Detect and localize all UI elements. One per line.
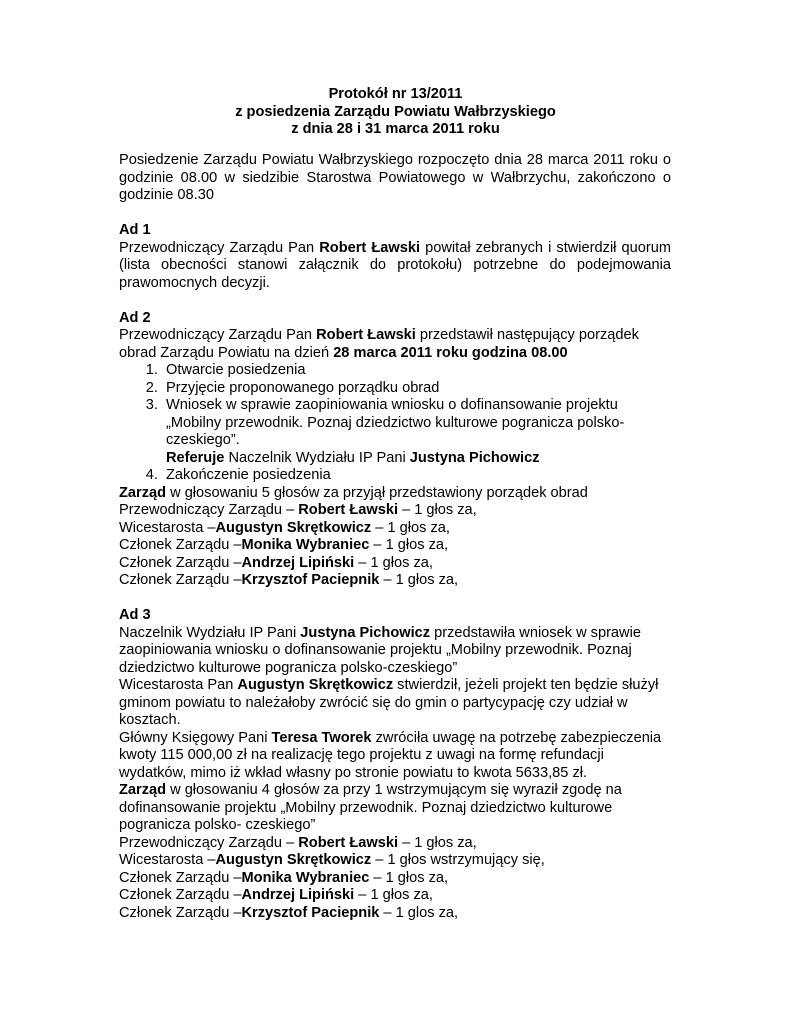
ad3-line: dziedzictwo kulturowe pogranicza polsko-czeskiego” [119,659,458,676]
agenda-item-3: 3. Wniosek w sprawie zaopiniowania wniosku o dofinansowanie projektu „Mobilny przewodnik. Poznaj dziedzictwo kulturowe pogranicza polsko- czeskiego”. Referuje Naczelnik Wydziału IP Pani Justyna Pichowicz [162,397,671,467]
vote-line: Wicestarosta –Augustyn Skrętkowicz – 1 głos za, [119,519,450,536]
vote-line: Członek Zarządu –Krzysztof Paciepnik – 1 glos za, [119,904,459,921]
vote-line: Przewodniczący Zarządu – Robert Ławski – 1 głos za, [119,834,477,851]
agenda-item-4: 4. Zakończenie posiedzenia [162,467,671,485]
vote-line: Członek Zarządu –Monika Wybraniec – 1 głos za, [119,537,449,553]
agenda-item-1: 1. Otwarcie posiedzenia [162,362,671,380]
title-line-2: z posiedzenia Zarządu Powiatu Wałbrzyskiego [235,103,556,120]
vote-line: Członek Zarządu –Andrzej Lipiński – 1 głos za, [119,554,433,571]
ad3-line: Wicestarosta Pan Augustyn Skrętkowicz stwierdził, jeżeli projekt ten będzie służył [119,677,659,693]
ad3-line: dofinansowanie projektu „Mobilny przewodnik. Poznaj dziedzictwo kulturowe [119,799,613,816]
ad2-vote-summary: Zarząd w głosowaniu 5 głosów za przyjął przedstawiony porządek obrad [119,484,588,501]
ad3-line: wydatków, mimo iż wkład własny po stronie powiatu to kwota 5633,85 zł. [119,764,588,781]
ad3-line: kwoty 115 000,00 zł na realizację tego projektu z uwagi na formę refundacji [119,747,604,763]
document-title [0,86,791,139]
ad1-heading: Ad 1 [119,222,151,238]
agenda-item-2: 2. Przyjęcie proponowanego porządku obrad [162,380,671,398]
ad2-heading: Ad 2 [119,309,151,326]
ad3-line: kosztach. [119,712,181,728]
person-name: Robert Ławski [316,327,416,343]
ad1-paragraph: Przewodniczący Zarządu Pan Robert Ławski powitał zebranych i stwierdził quorum (lista obecności stanowi załącznik do protokołu) potrzebne do podejmowania prawomocnych decyzji. [119,239,672,291]
agenda-list [119,362,671,485]
vote-line: Członek Zarządu –Monika Wybraniec – 1 głos za, [119,869,449,886]
title-line-1: Protokół nr 13/2011 [328,86,463,102]
vote-line: Członek Zarządu –Andrzej Lipiński – 1 głos za, [119,887,433,903]
ad3-line: gminom powiatu to należałoby zwrócić się do gmin o partycypację czy udział w [119,694,628,711]
person-name: Justyna Pichowicz [409,449,540,466]
ad3-line: zaopiniowania wniosku o dofinansowanie projektu „Mobilny przewodnik. Poznaj [119,642,632,658]
vote-line: Przewodniczący Zarządu – Robert Ławski – 1 głos za, [119,502,477,518]
ad3-line: pogranicza polsko- czeskiego” [119,817,316,833]
ad3-heading: Ad 3 [119,607,151,623]
ad3-line: Zarząd w głosowaniu 4 głosów za przy 1 wstrzymującym się wyraził zgodę na [119,782,622,798]
ad2-line-1: Przewodniczący Zarządu Pan Robert Ławski przedstawił następujący porządek [119,327,639,343]
ad3-line: Naczelnik Wydziału IP Pani Justyna Pichowicz przedstawiła wniosek w sprawie [119,624,641,641]
meeting-date: 28 marca 2011 roku godzina 08.00 [333,344,568,361]
vote-line: Wicestarosta –Augustyn Skrętkowicz – 1 głos wstrzymujący się, [119,852,545,868]
document-body [119,152,671,922]
title-line-3: z dnia 28 i 31 marca 2011 roku [291,121,500,137]
ad2-line-2: obrad Zarządu Powiatu na dzień 28 marca 2011 roku godzina 08.00 [119,344,568,361]
person-name: Robert Ławski [319,239,421,256]
vote-line: Członek Zarządu –Krzysztof Paciepnik – 1 głos za, [119,572,459,588]
intro-paragraph: Posiedzenie Zarządu Powiatu Wałbrzyskiego rozpoczęto dnia 28 marca 2011 roku o godzinie 08.00 w siedzibie Starostwa Powiatowego w Wałbrzychu, zakończono o godzinie 08.30 [119,152,671,203]
ad3-line: Główny Księgowy Pani Teresa Tworek zwróciła uwagę na potrzebę zabezpieczenia [119,729,662,746]
